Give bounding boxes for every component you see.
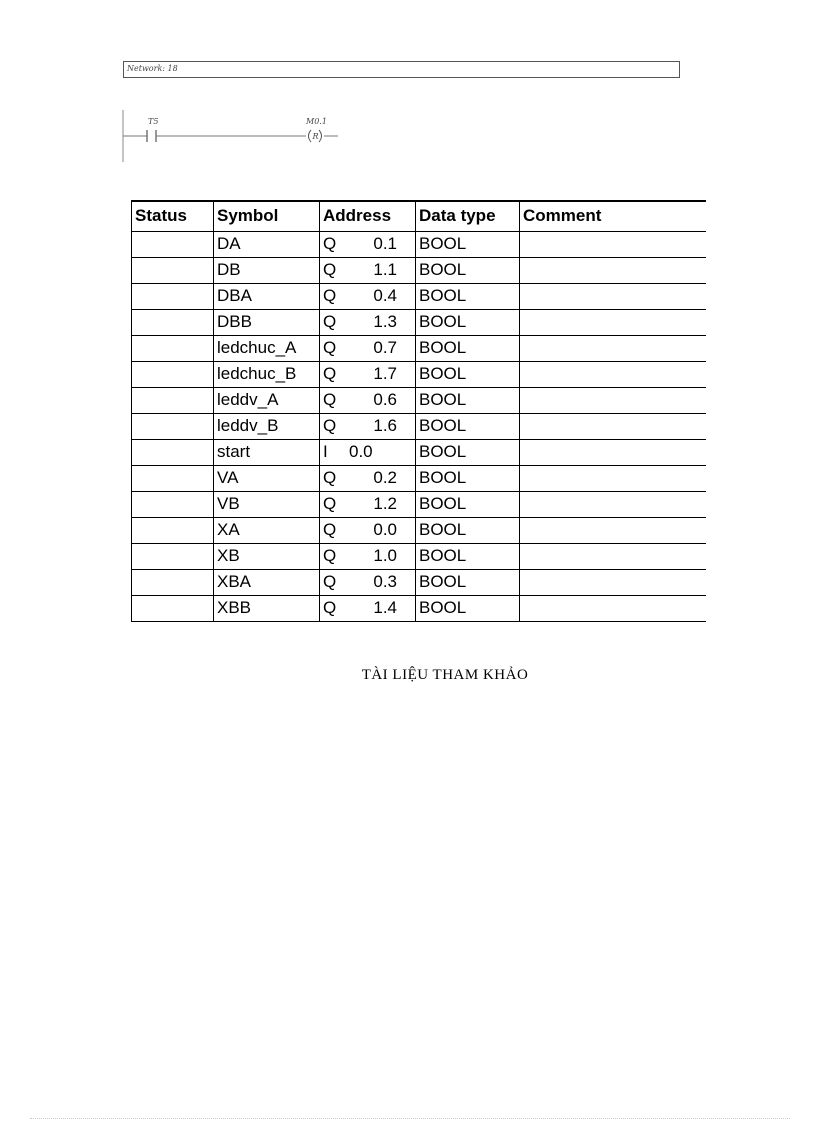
cell-data-type: BOOL — [416, 309, 520, 335]
address-number: 1.4 — [373, 598, 397, 617]
address-area: Q — [323, 572, 337, 591]
cell-symbol: XB — [214, 543, 320, 569]
address-number: 0.7 — [373, 338, 397, 357]
network-header — [123, 61, 680, 78]
cell-status — [132, 335, 214, 361]
address-area: Q — [323, 260, 337, 279]
page-bottom-divider — [30, 1118, 790, 1119]
cell-data-type: BOOL — [416, 569, 520, 595]
address-area: Q — [323, 416, 337, 435]
cell-status — [132, 257, 214, 283]
address-area: Q — [323, 494, 337, 513]
cell-comment — [520, 491, 706, 517]
table-row — [132, 595, 706, 621]
table-row — [132, 413, 706, 439]
cell-address — [320, 335, 416, 361]
ladder-diagram — [120, 108, 350, 168]
address-number: 0.1 — [373, 234, 397, 253]
cell-comment — [520, 413, 706, 439]
table-header-row — [132, 201, 706, 231]
cell-data-type: BOOL — [416, 231, 520, 257]
address-number: 0.4 — [373, 286, 397, 305]
address-area: Q — [323, 234, 337, 253]
cell-address — [320, 257, 416, 283]
cell-symbol: ledchuc_A — [214, 335, 320, 361]
cell-status — [132, 491, 214, 517]
cell-status — [132, 465, 214, 491]
address-number: 1.1 — [373, 260, 397, 279]
network-label: Network: 18 — [127, 64, 178, 73]
cell-symbol: XBA — [214, 569, 320, 595]
cell-symbol: VA — [214, 465, 320, 491]
cell-comment — [520, 543, 706, 569]
cell-address — [320, 413, 416, 439]
cell-data-type: BOOL — [416, 387, 520, 413]
cell-comment — [520, 569, 706, 595]
cell-address — [320, 595, 416, 621]
cell-address — [320, 231, 416, 257]
cell-comment — [520, 231, 706, 257]
cell-symbol: start — [214, 439, 320, 465]
cell-address — [320, 361, 416, 387]
cell-data-type: BOOL — [416, 465, 520, 491]
cell-comment — [520, 257, 706, 283]
address-number: 1.3 — [373, 312, 397, 331]
cell-status — [132, 231, 214, 257]
table-row — [132, 569, 706, 595]
table-row — [132, 283, 706, 309]
address-area: Q — [323, 286, 337, 305]
cell-address — [320, 465, 416, 491]
cell-status — [132, 517, 214, 543]
cell-data-type: BOOL — [416, 361, 520, 387]
address-area: Q — [323, 546, 337, 565]
coil-type-label: R — [312, 132, 319, 141]
cell-address — [320, 283, 416, 309]
cell-symbol: XA — [214, 517, 320, 543]
symbol-table — [131, 200, 706, 622]
cell-comment — [520, 283, 706, 309]
coil-label: M0.1 — [306, 117, 327, 126]
header-status: Status — [132, 201, 214, 231]
table-row — [132, 335, 706, 361]
address-number: 0.3 — [373, 572, 397, 591]
cell-data-type: BOOL — [416, 595, 520, 621]
table-row — [132, 257, 706, 283]
cell-data-type: BOOL — [416, 335, 520, 361]
address-area: Q — [323, 312, 337, 331]
table-row — [132, 543, 706, 569]
cell-data-type: BOOL — [416, 257, 520, 283]
cell-symbol: DBB — [214, 309, 320, 335]
cell-symbol: leddv_A — [214, 387, 320, 413]
address-number: 1.7 — [373, 364, 397, 383]
cell-symbol: ledchuc_B — [214, 361, 320, 387]
cell-data-type: BOOL — [416, 543, 520, 569]
coil-right-arc — [319, 130, 322, 142]
cell-address — [320, 569, 416, 595]
cell-symbol: DA — [214, 231, 320, 257]
table-row — [132, 517, 706, 543]
address-number: 0.6 — [373, 390, 397, 409]
ladder-rung-svg — [120, 108, 350, 168]
header-comment: Comment — [520, 201, 706, 231]
table-row — [132, 361, 706, 387]
cell-data-type: BOOL — [416, 413, 520, 439]
address-area: Q — [323, 598, 337, 617]
address-number: 0.0 — [373, 520, 397, 539]
contact-label: T5 — [148, 117, 159, 126]
table-row — [132, 439, 706, 465]
cell-data-type: BOOL — [416, 491, 520, 517]
address-area: Q — [323, 390, 337, 409]
cell-address — [320, 517, 416, 543]
cell-data-type: BOOL — [416, 517, 520, 543]
cell-status — [132, 595, 214, 621]
references-heading: TÀI LIỆU THAM KHẢO — [361, 667, 529, 683]
table-row — [132, 491, 706, 517]
cell-address — [320, 543, 416, 569]
cell-symbol: DBA — [214, 283, 320, 309]
table-row — [132, 309, 706, 335]
coil-left-arc — [309, 130, 312, 142]
cell-symbol: VB — [214, 491, 320, 517]
address-area: I — [323, 442, 328, 461]
header-symbol: Symbol — [214, 201, 320, 231]
table-row — [132, 231, 706, 257]
table-row — [132, 465, 706, 491]
cell-comment — [520, 517, 706, 543]
cell-status — [132, 543, 214, 569]
cell-status — [132, 413, 214, 439]
cell-comment — [520, 335, 706, 361]
cell-comment — [520, 595, 706, 621]
address-number: 0.0 — [349, 442, 373, 461]
address-area: Q — [323, 520, 337, 539]
cell-comment — [520, 465, 706, 491]
table-row — [132, 387, 706, 413]
address-number: 0.2 — [373, 468, 397, 487]
cell-status — [132, 361, 214, 387]
cell-comment — [520, 309, 706, 335]
address-number: 1.0 — [373, 546, 397, 565]
header-address: Address — [320, 201, 416, 231]
address-area: Q — [323, 364, 337, 383]
cell-address — [320, 309, 416, 335]
cell-symbol: leddv_B — [214, 413, 320, 439]
cell-comment — [520, 439, 706, 465]
cell-data-type: BOOL — [416, 439, 520, 465]
cell-symbol: XBB — [214, 595, 320, 621]
cell-symbol: DB — [214, 257, 320, 283]
cell-status — [132, 309, 214, 335]
cell-address — [320, 387, 416, 413]
cell-status — [132, 439, 214, 465]
cell-status — [132, 283, 214, 309]
header-data-type: Data type — [416, 201, 520, 231]
address-number: 1.2 — [373, 494, 397, 513]
address-area: Q — [323, 468, 337, 487]
address-number: 1.6 — [373, 416, 397, 435]
cell-address — [320, 491, 416, 517]
cell-status — [132, 387, 214, 413]
cell-comment — [520, 387, 706, 413]
cell-status — [132, 569, 214, 595]
cell-comment — [520, 361, 706, 387]
cell-address — [320, 439, 416, 465]
address-area: Q — [323, 338, 337, 357]
cell-data-type: BOOL — [416, 283, 520, 309]
